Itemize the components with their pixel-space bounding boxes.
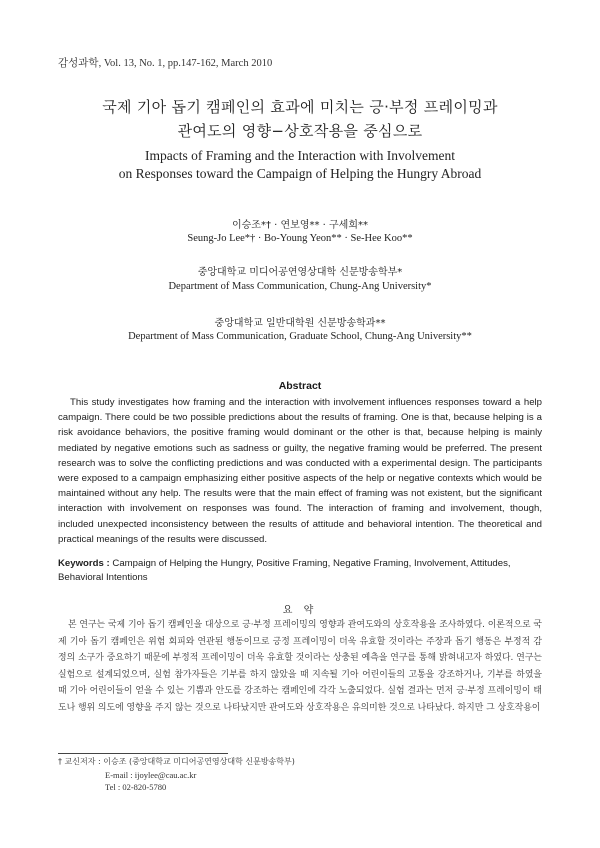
title-english-line1: Impacts of Framing and the Interaction with Involvement bbox=[144, 148, 456, 163]
summary-heading: 요 약 bbox=[282, 605, 318, 616]
footnote-author: † 교신저자 : 이승조 (중앙대학교 미디어공연영상대학 신문방송학부) bbox=[58, 757, 295, 766]
title-korean-line2: 관여도의 영향−상호작용을 중심으로 bbox=[177, 122, 423, 140]
affiliation1-english: Department of Mass Communication, Chung-Ang University* bbox=[168, 281, 432, 292]
keywords-text: Campaign of Helping the Hungry, Positive Framing, Negative Framing, Involvement, Attitudes, Behavioral Intentions bbox=[58, 558, 511, 583]
title-english-line2: on Responses toward the Campaign of Helping the Hungry Abroad bbox=[118, 166, 482, 181]
affiliation1-korean: 중앙대학교 미디어공연영상대학 신문방송학부* bbox=[197, 267, 403, 278]
authors-korean: 이승조*† · 연보영** · 구세희** bbox=[231, 220, 368, 231]
affiliation2-korean: 중앙대학교 일반대학원 신문방송학과** bbox=[214, 318, 386, 329]
journal-citation: 감성과학, Vol. 13, No. 1, pp.147-162, March 2010 bbox=[58, 58, 273, 69]
authors-english: Seung-Jo Lee*† · Bo-Young Yeon** · Se-Hee Koo** bbox=[187, 233, 413, 244]
footnote-email: E-mail : ijoylee@cau.ac.kr bbox=[105, 769, 197, 780]
affiliation2-english: Department of Mass Communication, Graduate School, Chung-Ang University** bbox=[128, 331, 472, 342]
abstract-text: This study investigates how framing and the interaction with involvement influences responses toward a help campaign. There could be two possible predictions about the results of framing. One is that, because helping is a risk avoidance behaviors, the positive framing would dominant or the other is that, because helping is mainly mediated by negative emotions such as sadness or guilty, the negative framing would be preferred. The present research was to solve the conflicting predictions and was conducted with a experimental design. The participants were exposed to a campaign emphasizing either positive aspects of the help or negative contexts which would be maintained without any help. The results were that the main effect of framing was not existent, but the significant interaction with involvement on responses was found. The interaction of framing and involvement, though, included unexpected inconsistency between the results of attitude and behavioral intention. The theoretical and practical meanings of the results were discussed. bbox=[58, 397, 542, 545]
abstract-heading: Abstract bbox=[278, 380, 322, 392]
keywords bbox=[58, 557, 542, 585]
keywords-label: Keywords : bbox=[58, 558, 110, 569]
footnote bbox=[58, 756, 295, 794]
footnote-tel: Tel : 02-820-5780 bbox=[105, 782, 167, 792]
summary-text: 본 연구는 국제 기아 돕기 캠페인을 대상으로 긍·부정 프레이밍의 영향과 관여도와의 상호작용을 조사하였다. 이론적으로 국제 기아 돕기 캠페인은 위험 회피와 연관된 행동이므로 긍정 프레이밍이 더욱 유효할 것이라는 주장과 돕기 행동은 부정적 감정의 소구가 중요하기 때문에 부정적 프레이밍이 더욱 유효할 것이라는 상충된 예측을 연구를 통해 밝혀내고자 하였다. 연구는 실험으로 설계되었으며, 실험 참가자들은 기부를 하지 않았을 때 지속될 기아 어린이들의 고통을 강조하거나, 기부를 하였을 때 기아 어린이들이 얻을 수 있는 기쁨과 안도를 강조하는 캠페인에 각각 노출되었다. 실험 결과는 먼저 긍·부정 프레이밍이 태도나 행위 의도에 영향을 주지 않는 것으로 나타났지만 관여도와 상호작용은 유의미한 것으로 나타났다. 하지만 그 상호작용이 bbox=[58, 620, 542, 713]
footnote-divider bbox=[58, 753, 228, 754]
title-korean-line1: 국제 기아 돕기 캠페인의 효과에 미치는 긍·부정 프레이밍과 bbox=[102, 98, 498, 116]
